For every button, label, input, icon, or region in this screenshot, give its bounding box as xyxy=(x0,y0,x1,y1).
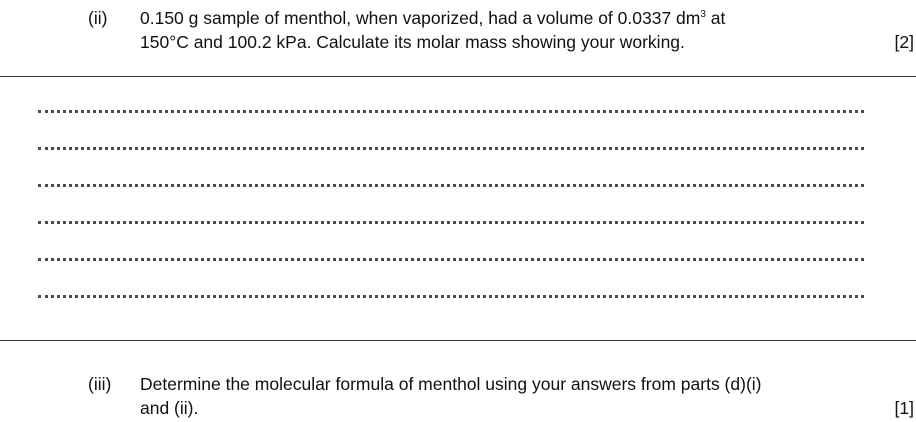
cubed-superscript: 3 xyxy=(700,9,706,21)
answer-area[interactable] xyxy=(38,110,864,298)
bottom-divider xyxy=(0,340,916,341)
question-text xyxy=(140,6,860,54)
marks-label: [2] xyxy=(894,32,914,52)
answer-line[interactable] xyxy=(38,295,864,298)
question-number: (ii) xyxy=(88,8,108,28)
question-text-line-2: 150°C and 100.2 kPa. Calculate its molar mass showing your working. xyxy=(140,32,685,52)
answer-line[interactable] xyxy=(38,184,864,187)
question-number: (iii) xyxy=(88,374,112,394)
answer-line[interactable] xyxy=(38,258,864,261)
question-text-part: 0.150 g sample of menthol, when vaporized, had a volume of 0.0337 dm xyxy=(140,8,701,28)
question-text-line-1 xyxy=(140,6,860,30)
question-text xyxy=(140,372,860,420)
answer-line[interactable] xyxy=(38,147,864,150)
answer-line[interactable] xyxy=(38,221,864,224)
question-text-part: at xyxy=(705,8,726,28)
marks-label: [1] xyxy=(894,398,914,418)
top-divider xyxy=(0,76,916,77)
question-text-line-2: and (ii). xyxy=(140,398,199,418)
answer-line[interactable] xyxy=(38,110,864,113)
question-text-line-1: Determine the molecular formula of menthol using your answers from parts (d)(i) xyxy=(140,374,762,394)
